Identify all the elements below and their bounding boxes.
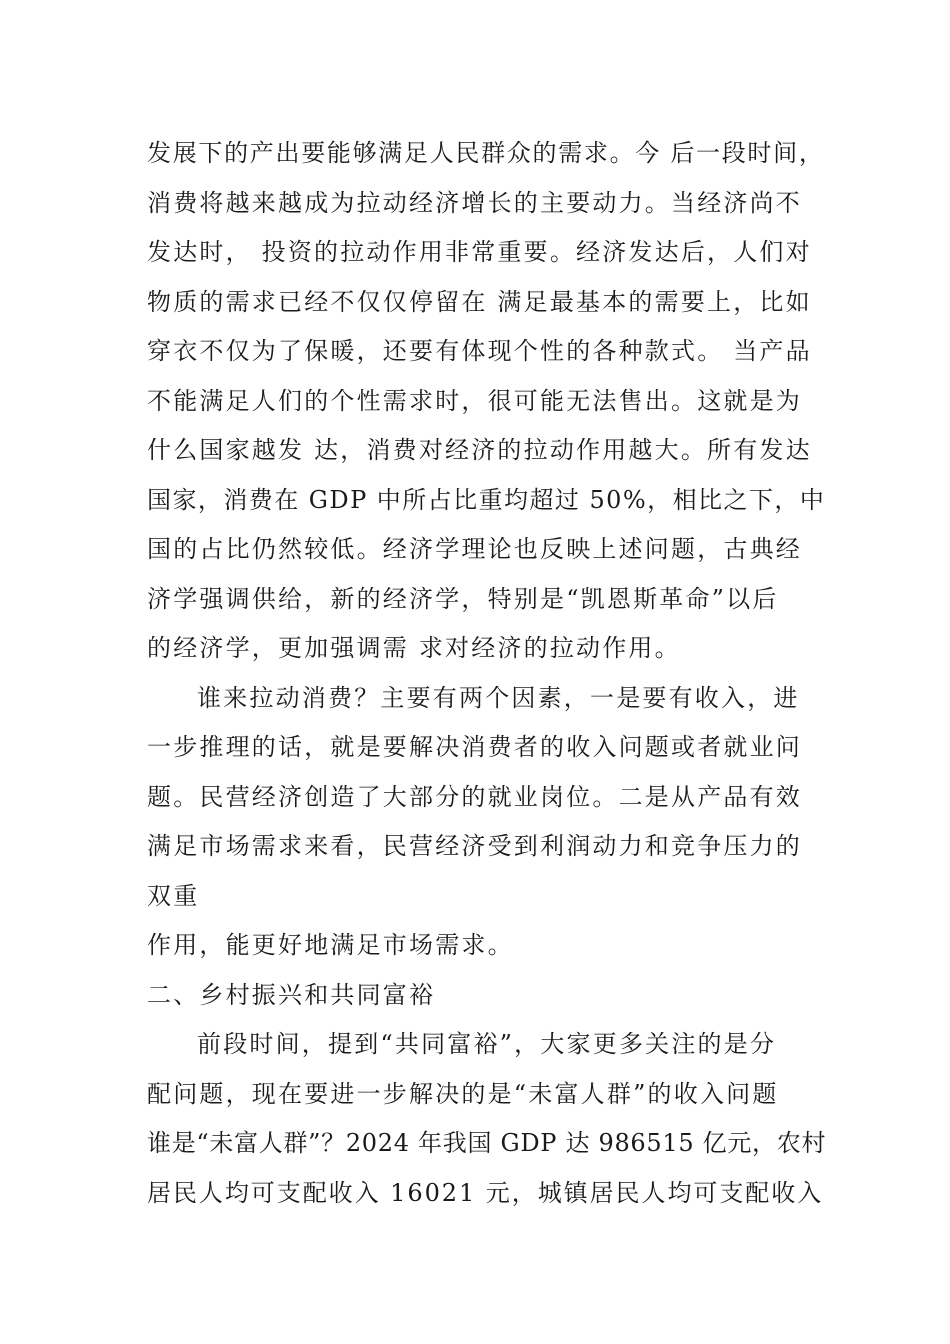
text-line: 物质的需求已经不仅仅停留在 满足最基本的需要上，比如 — [147, 287, 812, 316]
text-line: 消费将越来越成为拉动经济增长的主要动力。当经济尚不 — [147, 188, 802, 217]
text-line: 发达时， 投资的拉动作用非常重要。经济发达后，人们对 — [147, 238, 812, 266]
text-line: 居民人均可支配收入 16021 元，城镇居民人均可支配收入 — [147, 1178, 824, 1207]
text-line: 发展下的产出要能够满足人民群众的需求。今 后一段时间， — [147, 139, 825, 167]
text-line: 二、乡村振兴和共同富裕 — [147, 980, 436, 1009]
text-line: 双重 — [147, 881, 200, 910]
text-line: 配问题，现在要进一步解决的是“未富人群”的收入问题 — [147, 1079, 779, 1108]
text-line: 不能满足人们的个性需求时，很可能无法售出。这就是为 — [147, 386, 802, 415]
text-line: 满足市场需求来看，民营经济受到利润动力和竞争压力的 — [147, 832, 802, 860]
paragraph-first-line: 谁来拉动消费？主要有两个因素，一是要有收入，进 — [197, 683, 800, 712]
paragraph-first-line: 前段时间，提到“共同富裕”，大家更多关注的是分 — [197, 1030, 777, 1058]
text-line: 穿衣不仅为了保暖，还要有体现个性的各种款式。 当产品 — [147, 337, 812, 365]
body-text — [147, 129, 827, 1218]
text-line: 的经济学，更加强调需 求对经济的拉动作用。 — [147, 634, 681, 662]
text-line: 一步推理的话，就是要解决消费者的收入问题或者就业问 — [147, 733, 802, 761]
text-line: 国家，消费在 GDP 中所占比重均超过 50%，相比之下，中 — [147, 485, 826, 514]
text-line: 作用，能更好地满足市场需求。 — [147, 931, 514, 959]
text-line: 谁是“未富人群”？2024 年我国 GDP 达 986515 亿元，农村 — [147, 1129, 827, 1157]
text-line: 什么国家越发 达，消费对经济的拉动作用越大。所有发达 — [147, 436, 812, 464]
text-line: 题。民营经济创造了大部分的就业岗位。二是从产品有效 — [147, 782, 802, 811]
text-line: 济学强调供给，新的经济学，特别是“凯恩斯革命”以后 — [147, 584, 779, 613]
text-line: 国的占比仍然较低。经济学理论也反映上述问题，古典经 — [147, 535, 802, 563]
